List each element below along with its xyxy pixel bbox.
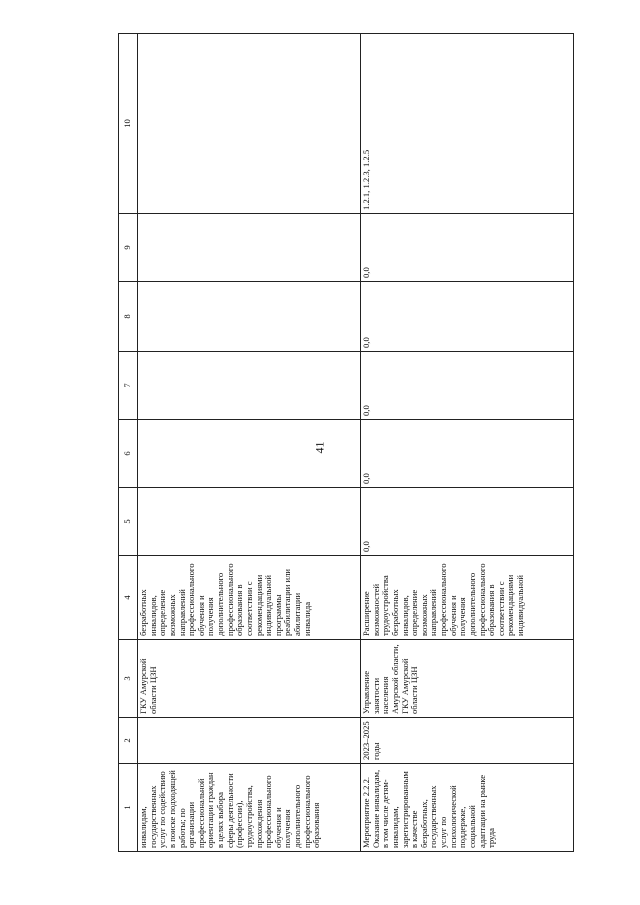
indicator-cell: 1.2.1, 1.2.3, 1.2.5 xyxy=(361,34,574,214)
page-number: 41 xyxy=(312,441,327,454)
header-cell: 3 xyxy=(119,640,138,718)
header-cell: 6 xyxy=(119,420,138,488)
executor-cell: Управление занятости населения Амурской области, ГКУ Амурской области ЦЗН xyxy=(361,640,574,718)
measure-cell: инвалидам, государственных услуг по содействию в поиске подходящей работы; по организации профессиональной ориентации граждан в целях выбора сферы деятельности (профессии), трудоустройства, прохождения профессионального обучения и получения дополнительного профессионального образования xyxy=(138,764,361,852)
result-cell: Расширение возможностей трудоустройства безработных инвалидов, определение возможных направлений профессионального обучения и получения дополнительного профессионального образования в соответствии с рекомендациями индивидуальной xyxy=(361,556,574,640)
measure-cell: Мероприятие 2.2.2. Оказание инвалидам, в том числе детям-инвалидам, зарегистрированным в качестве безработных, государственных услуг по психологической поддержке, социальной адаптации на рынке труда xyxy=(361,764,574,852)
header-cell: 8 xyxy=(119,282,138,352)
value-cell xyxy=(138,214,361,282)
value-cell xyxy=(138,282,361,352)
value-cell xyxy=(138,488,361,556)
value-cell xyxy=(138,420,361,488)
header-cell: 1 xyxy=(119,764,138,852)
value-cell: 0,0 xyxy=(361,488,574,556)
header-cell: 10 xyxy=(119,34,138,214)
period-cell xyxy=(138,718,361,764)
header-row xyxy=(119,34,138,852)
value-cell: 0,0 xyxy=(361,420,574,488)
header-cell: 9 xyxy=(119,214,138,282)
table-row xyxy=(361,34,574,852)
header-cell: 5 xyxy=(119,488,138,556)
value-cell: 0,0 xyxy=(361,214,574,282)
value-cell: 0,0 xyxy=(361,352,574,420)
result-cell: безработных инвалидов, определение возможных направлений профессионального обучения и получения дополнительного профессионального образования в соответствии с рекомендациями индивидуальной программы реабилитации или абилитации инвалида xyxy=(138,556,361,640)
period-cell: 2023–2025 годы xyxy=(361,718,574,764)
header-cell: 4 xyxy=(119,556,138,640)
table-row xyxy=(138,34,361,852)
value-cell xyxy=(138,352,361,420)
header-cell: 7 xyxy=(119,352,138,420)
executor-cell: ГКУ Амурской области ЦЗН xyxy=(138,640,361,718)
indicator-cell xyxy=(138,34,361,214)
value-cell: 0,0 xyxy=(361,282,574,352)
header-cell: 2 xyxy=(119,718,138,764)
program-table xyxy=(118,34,570,852)
